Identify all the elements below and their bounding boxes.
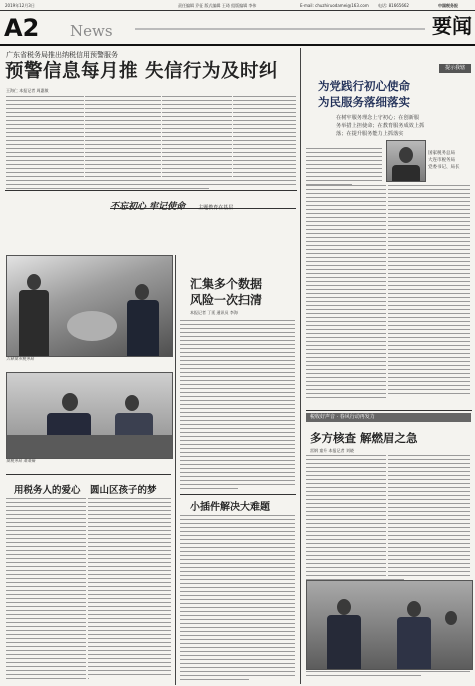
bottom-left-body [6,498,171,682]
bottom-left-title-1: 用税务人的爱心 [14,485,81,496]
right-top-headline-1: 为党践行初心使命 [318,79,410,93]
top-story-kicker: 广东省税务局推出纳税信用预警服务 [6,51,118,59]
photo-right-bottom-staff [306,580,473,670]
rule-above-right-bottom [306,410,472,411]
portrait-caption-2: 大连市税务局 [428,158,455,163]
feature-box-rule [175,255,176,685]
feature-body-3 [180,515,295,683]
right-bottom-headline: 多方核查 解燃眉之急 [310,431,418,445]
photo1-caption [6,356,171,370]
section-band [135,28,425,30]
bottom-left-column-gap [86,498,88,683]
paper-name: 中国税务报 [438,3,458,8]
feature-headline-3: 小插件解决大难题 [190,502,270,513]
bottom-left-title-2: 圆山区孩子的梦 [90,485,157,496]
right-column-vertical-rule [300,48,301,684]
page-number: A2 [4,14,40,42]
photo2-caption [6,458,171,472]
right-top-body [306,185,470,401]
right-bottom-column-tag: 税收好声音 · 春风行动再发力 [306,413,471,422]
right-top-headline-2: 为民服务落细落实 [318,95,410,109]
contact-email: E-mail: chuzhiruodamei@163.com [300,3,369,8]
photo2-caption-text: 某税务局 某某摄 [6,458,36,463]
special-banner [110,194,296,212]
section-english: News [70,22,113,40]
photo1-caption-text: 吉林某市税务局 [6,356,34,361]
top-story-column-divider-2 [161,96,162,180]
right-bottom-photo-caption [306,671,470,679]
feature-byline: 本报记者 丁延 通讯员 李海 [190,310,238,315]
special-banner-subtitle: 主题教育在基层 [198,205,234,211]
contact-tel: 电话: 81665662 [378,3,409,8]
rule-above-feature-3 [180,494,296,495]
feature-headline-2: 风险一次扫清 [190,293,263,307]
top-story-headline: 预警信息每月推 失信行为及时纠 [5,61,278,82]
right-top-column-tag: 提示我辖 [439,64,471,73]
masthead-rule [0,10,475,11]
photo-tax-staff-desk [6,372,173,459]
section-chinese: 要闻 [432,14,472,38]
right-bottom-column-gap [386,455,388,579]
photo-tax-staff-fruit [6,255,173,357]
issue-date: 2019年12月3日 [5,3,35,8]
header-rule [0,44,475,46]
right-top-intro-text [306,148,382,188]
right-top-deck-2: 务举措上担使命；在教育服务成效上抓 [336,123,425,129]
right-top-column-gap [386,185,388,400]
rule-below-top-story [5,190,297,191]
feature-headline-1: 汇集多个数据 [190,277,263,291]
top-story-column-divider-3 [232,96,233,180]
special-banner-title: 不忘初心 牢记使命 [110,202,186,212]
top-story-column-divider-1 [84,96,85,180]
right-top-deck-3: 落；在提升服务能力上抓落实 [336,131,404,137]
portrait-caption-1: 国家税务总局 [428,151,455,156]
top-story-byline: 王海仁 本报记者 周惠敏 [6,88,49,93]
top-story-body [6,96,296,192]
editor-credits: 责任编辑 乔征 版式编辑 王琦 组版编辑 李伟 [178,3,257,8]
feature-body-1 [180,320,295,492]
portrait-photo [386,140,426,182]
right-bottom-body [306,455,470,583]
rule-above-bottom-left [6,474,171,475]
portrait-caption-3: 党委书记、局长 [428,165,460,170]
right-top-deck-1: 在树牢服务理念上守初心；在创新服 [336,115,420,121]
right-bottom-byline: 雷钢 童升 本报记者 刘晓 [310,448,354,453]
